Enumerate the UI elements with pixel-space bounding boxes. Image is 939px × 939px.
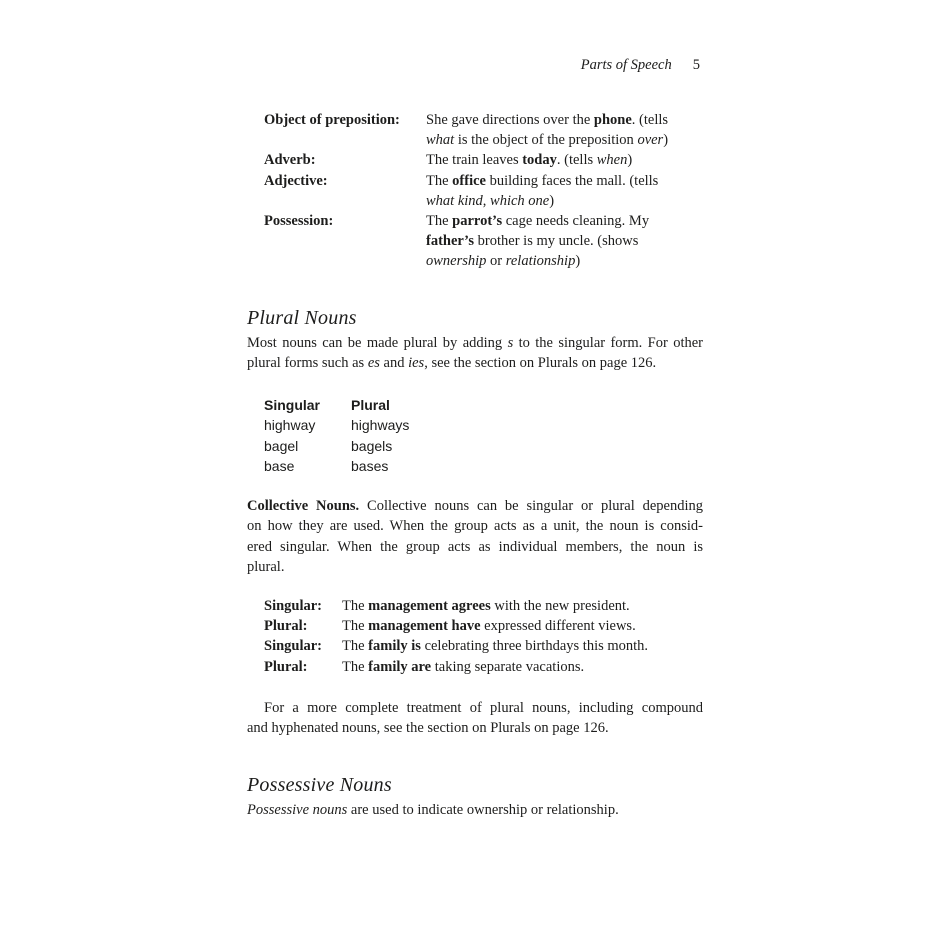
text-line: The management agrees with the new president. [342,598,630,614]
example-label: Adjective: [264,172,328,189]
text-line: plural forms such as es and ies, see the section on Plurals on page 126. [247,355,657,372]
running-head [400,57,700,74]
singular-plural-table [264,395,409,476]
section-heading-plural-nouns: Plural Nouns [247,307,357,329]
table-header-cell: Plural [351,397,390,413]
table-header-cell: Singular [264,397,321,413]
text-line: The office building faces the mall. (tells [426,172,659,189]
text-line: and hyphenated nouns, see the section on Plurals on page 126. [247,720,609,737]
text-line: on how they are used. When the group acts as a unit, the noun is consid- [247,518,703,535]
table-cell: highways [351,417,410,434]
table-cell: highway [264,417,316,434]
running-head-title: Parts of Speech [580,57,672,73]
text-line: Collective Nouns. Collective nouns can be singular or plural depending [247,498,704,514]
example-label: Adverb: [264,152,316,169]
text-line: The train leaves today. (tells when) [426,152,633,169]
example-sentence [426,171,718,211]
possessive-nouns-intro-paragraph [247,800,703,820]
text-line: Possessive nouns are used to indicate ownership or relationship. [247,802,619,818]
table-cell: bases [351,457,389,474]
text-line: Most nouns can be made plural by adding s to the singular form. For other [247,335,703,351]
example-sentence [342,616,734,636]
collective-nouns-paragraph [247,496,703,578]
text-line: The parrot’s cage needs cleaning. My [426,213,650,230]
example-label: Possession: [264,213,334,230]
text-line: The management have expressed different views. [342,618,636,635]
example-label: Singular: [264,638,323,655]
example-sentence [342,657,734,677]
text-line: ownership or relationship) [426,253,581,270]
example-label: Object of preposition: [264,112,400,128]
section-heading-possessive-nouns: Possessive Nouns [247,774,392,796]
text-line: what is the object of the preposition over) [426,132,669,149]
example-sentence [342,596,734,616]
table-cell: bagels [351,437,393,454]
page-number: 5 [692,57,700,73]
text-line: what kind, which one) [426,192,555,209]
text-line: ered singular. When the group acts as individual members, the noun is [247,538,703,555]
example-sentence [426,211,718,272]
text-line: For a more complete treatment of plural nouns, including compound [264,700,703,716]
noun-function-examples [264,110,718,272]
example-sentence [426,110,718,150]
text-line: She gave directions over the phone. (tells [426,112,669,128]
table-cell: bagel [264,437,299,454]
example-label: Singular: [264,598,323,614]
plural-nouns-intro-paragraph [247,333,703,374]
text-line: plural. [247,559,285,576]
example-sentence [342,636,734,656]
example-sentence [426,150,718,170]
text-line: The family is celebrating three birthdays this month. [342,638,649,655]
text-line: The family are taking separate vacations. [342,658,585,675]
text-line: father’s brother is my uncle. (shows [426,233,639,250]
example-label: Plural: [264,618,308,635]
collective-noun-examples [264,596,734,677]
plural-nouns-closing-paragraph [247,698,703,739]
example-label: Plural: [264,658,308,675]
table-cell: base [264,457,295,474]
